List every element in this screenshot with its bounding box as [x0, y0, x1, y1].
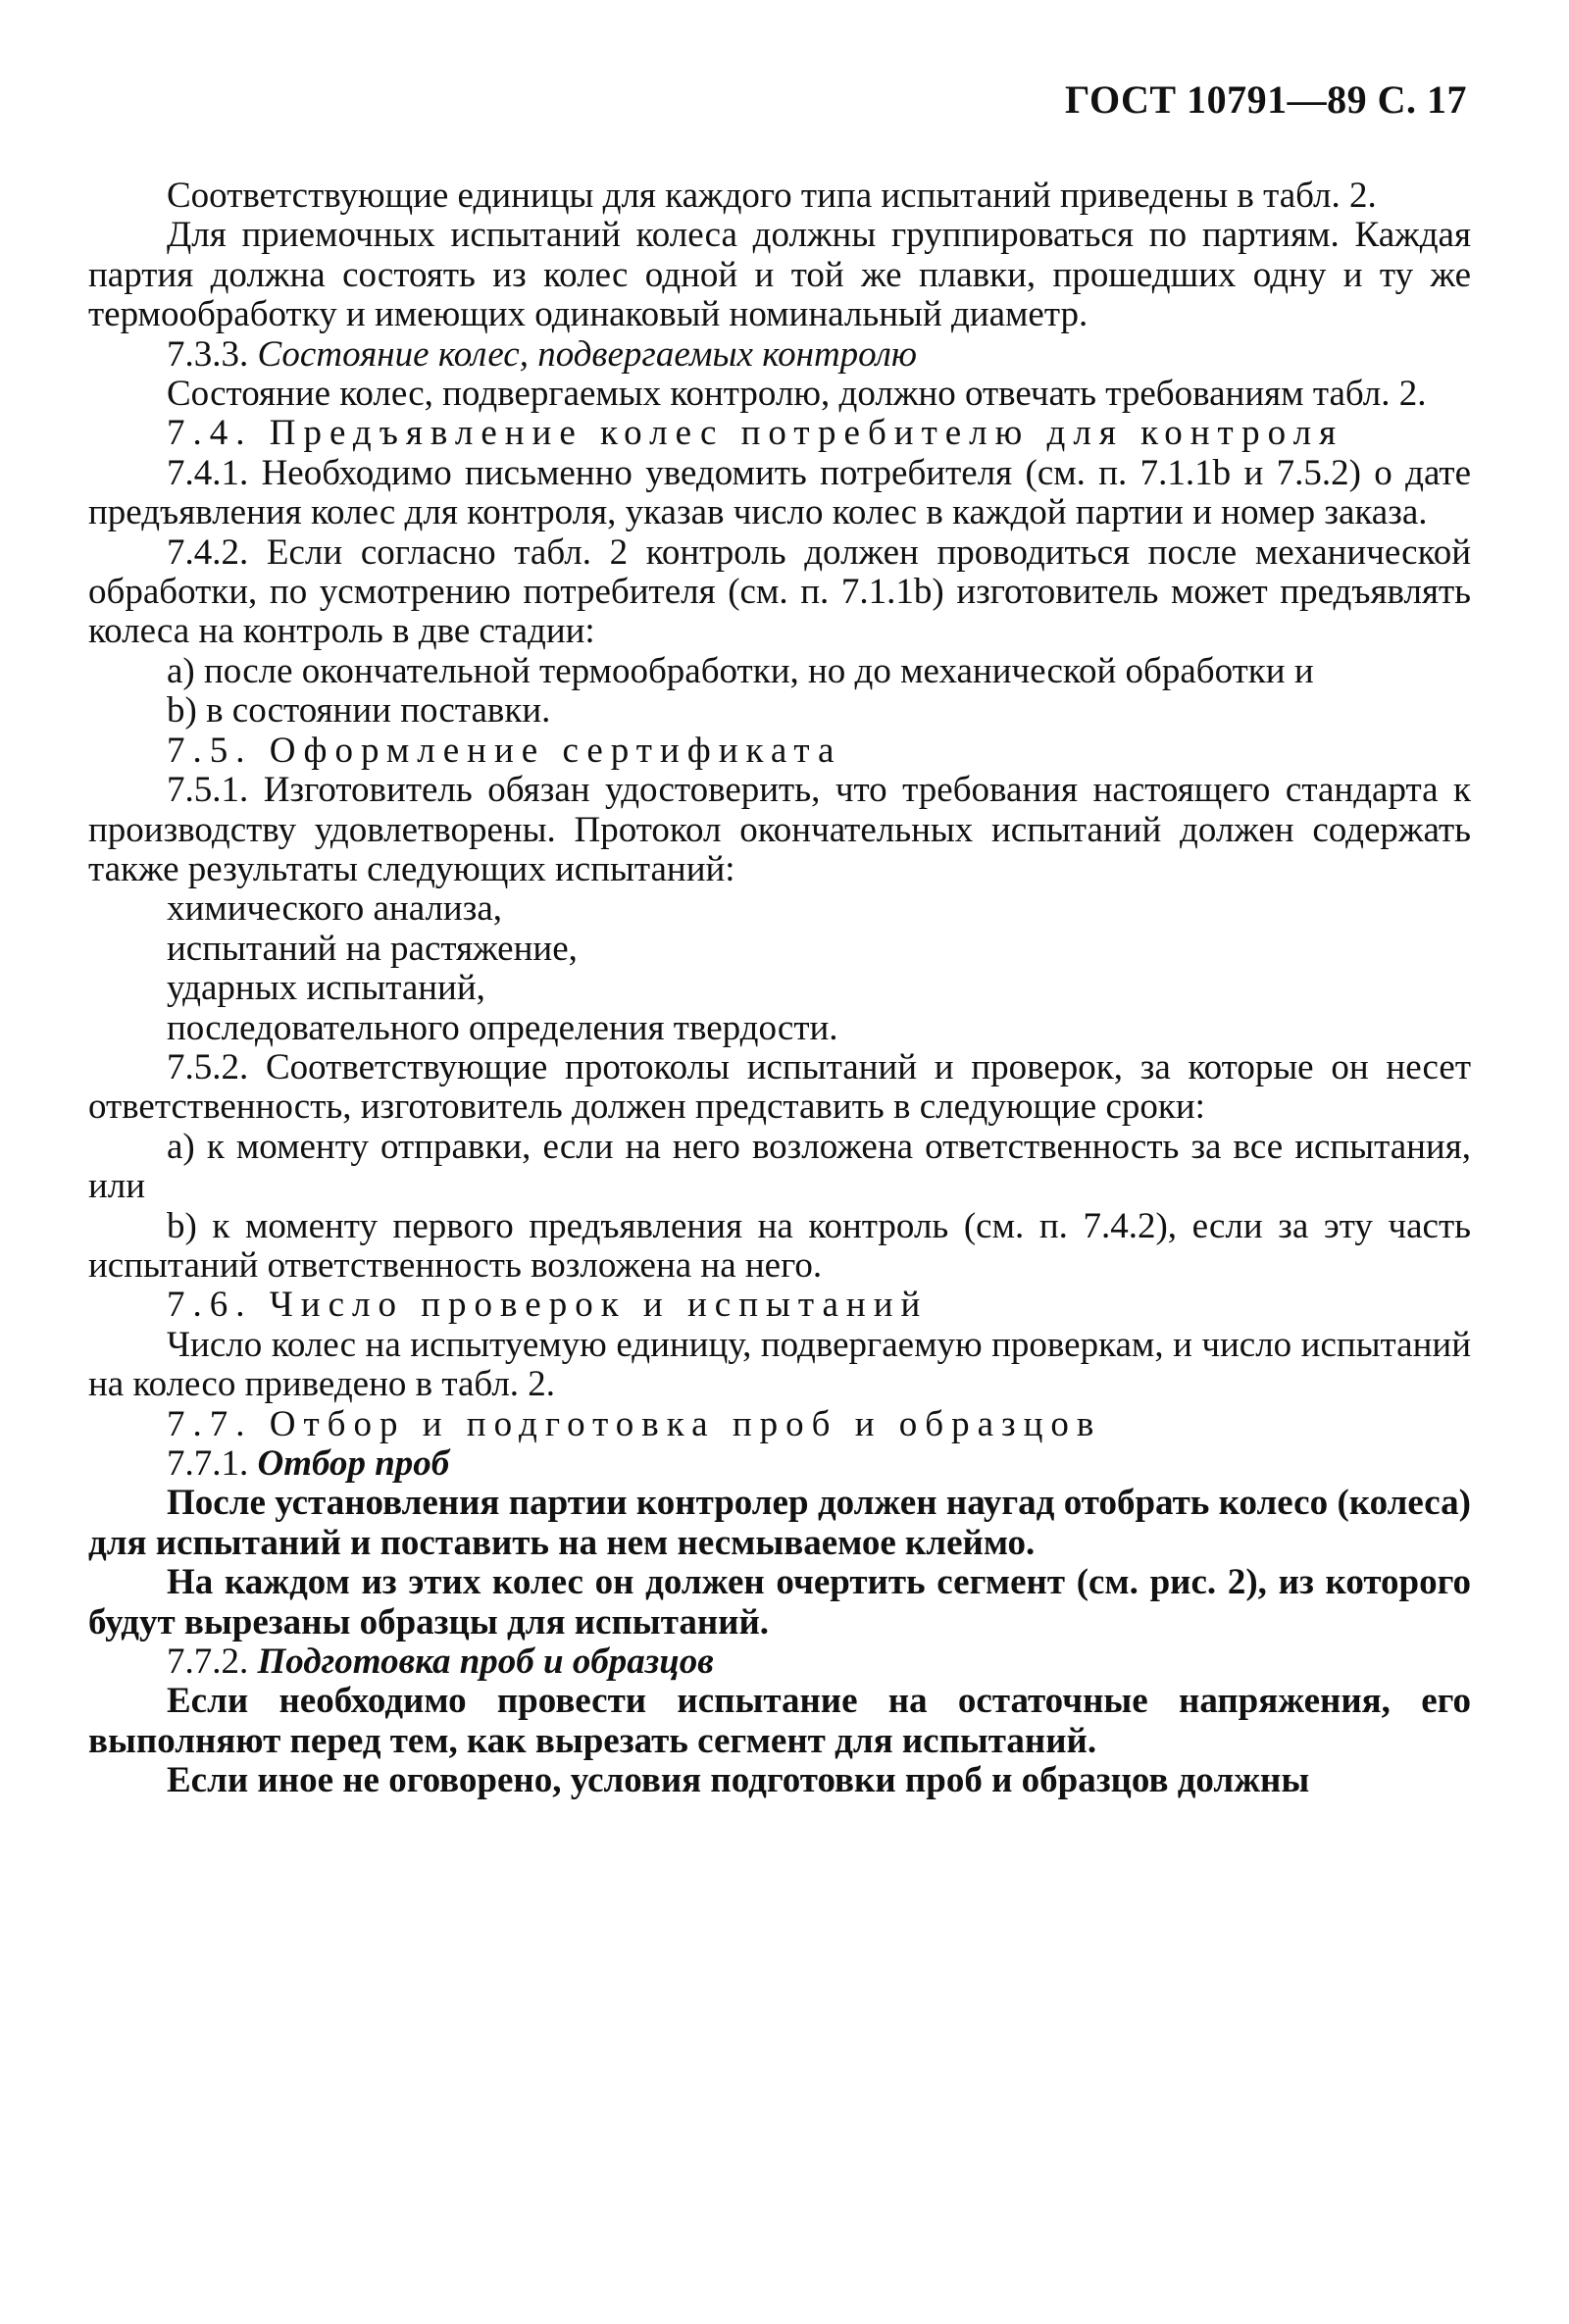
document-body	[88, 177, 1471, 1801]
section-number: 7.7.1.	[167, 1443, 249, 1484]
paragraph-wheel-condition: Состояние колес, подвергаемых контролю, должно отвечать требованиям табл. 2.	[167, 374, 1427, 415]
section-number: 7.7.2.	[167, 1642, 249, 1683]
paragraph-number-of-tests: Число колес на испытуемую единицу, подвергаемую проверкам, и число испытаний на колесо приведено в табл. 2.	[88, 1324, 1471, 1405]
paragraph-7-5-1: 7.5.1. Изготовитель обязан удостоверить, что требования настоящего стандарта к производству удовлетворены. Протокол окончательных испытаний должен содержать также результаты следующих испытаний:	[88, 770, 1471, 889]
test-list-item: химического анализа,	[167, 888, 503, 930]
paragraph-7-5-2: 7.5.2. Соответствующие протоколы испытаний и проверок, за которые он несет ответственность, изготовитель должен представить в следующие сроки:	[88, 1046, 1471, 1128]
list-item-b: b) к моменту первого предъявления на контроль (см. п. 7.4.2), если за эту часть испытаний ответственность возложена на него.	[88, 1205, 1471, 1286]
test-list-item: ударных испытаний,	[167, 968, 485, 1009]
list-item-b: b) в состоянии поставки.	[167, 690, 551, 732]
paragraph-sampling: После установления партии контролер должен наугад отобрать колесо (колеса) для испытаний и поставить на нем несмываемое клеймо.	[88, 1483, 1471, 1563]
test-list-item: испытаний на растяжение,	[167, 928, 578, 969]
subsection-title: Подготовка проб и образцов	[257, 1642, 714, 1683]
list-item-a: a) после окончательной термообработки, но до механической обработки и	[167, 650, 1314, 691]
paragraph-residual-stress: Если необходимо провести испытание на остаточные напряжения, его выполняют перед тем, как вырезать сегмент для испытаний.	[88, 1681, 1471, 1761]
subsection-7-7-2	[88, 1642, 1471, 1682]
paragraph-batches: Для приемочных испытаний колеса должны группироваться по партиям. Каждая партия должна состоять из колес одной и той же плавки, прошедших одну и ту же термообработку и имеющих одинаковый номинальный диаметр.	[88, 215, 1471, 335]
test-list-item: последовательного определения твердости.	[167, 1007, 838, 1048]
page-header: ГОСТ 10791—89 С. 17	[1064, 77, 1467, 122]
paragraph-conditions: Если иное не оговорено, условия подготовки проб и образцов должны	[167, 1760, 1310, 1801]
list-item-a: a) к моменту отправки, если на него возложена ответственность за все испытания, или	[88, 1126, 1471, 1207]
paragraph-7-4-1: 7.4.1. Необходимо письменно уведомить потребителя (см. п. 7.1.1b и 7.5.2) о дате предъявления колес для контроля, указав число колес в каждой партии и номер заказа.	[88, 452, 1471, 533]
paragraph-units: Соответствующие единицы для каждого типа испытаний приведены в табл. 2.	[167, 176, 1377, 216]
section-heading-7-4: 7.4. Предъявление колес потребителю для контроля	[167, 413, 1344, 454]
paragraph-segment: На каждом из этих колес он должен очертить сегмент (см. рис. 2), из которого будут вырезаны образцы для испытаний.	[88, 1562, 1471, 1642]
paragraph-7-4-2: 7.4.2. Если согласно табл. 2 контроль должен проводиться после механической обработки, по усмотрению потребителя (см. п. 7.1.1b) изготовитель может предъявлять колеса на контроль в две стадии:	[88, 531, 1471, 652]
section-heading-7-5: 7.5. Оформление сертификата	[167, 730, 842, 771]
section-heading-7-6: 7.6. Число проверок и испытаний	[167, 1285, 929, 1326]
subsection-title: Отбор проб	[257, 1443, 450, 1484]
section-heading-7-7: 7.7. Отбор и подготовка проб и образцов	[167, 1403, 1102, 1444]
subsection-7-7-1	[88, 1444, 1471, 1484]
subsection-7-3-3	[88, 335, 1471, 375]
subsection-title: Состояние колес, подвергаемых контролю	[257, 333, 917, 375]
section-number: 7.3.3.	[167, 333, 249, 375]
